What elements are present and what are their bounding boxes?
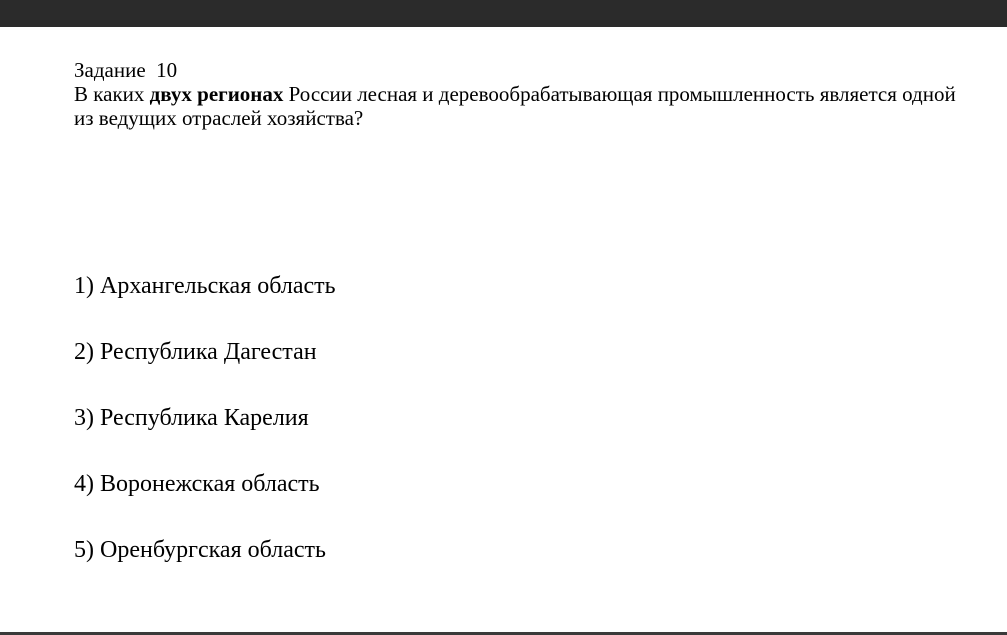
answer-option-5[interactable]: 5) Оренбургская область <box>74 537 326 563</box>
answer-options-list <box>74 270 336 600</box>
answer-option-4[interactable]: 4) Воронежская область <box>74 471 320 497</box>
answer-option-1[interactable]: 1) Архангельская область <box>74 273 336 299</box>
task-number-heading: Задание 10 <box>74 58 178 82</box>
question-suffix: России лесная и деревообрабатывающая промышленность является одной из ведущих отраслей хозяйства? <box>74 82 956 130</box>
top-toolbar-bar <box>0 0 1007 27</box>
question-text <box>74 82 974 130</box>
question-prefix: В каких <box>74 82 150 106</box>
question-emphasis: двух регионах <box>149 82 284 106</box>
answer-option-3[interactable]: 3) Республика Карелия <box>74 405 309 431</box>
answer-option-2[interactable]: 2) Республика Дагестан <box>74 339 317 365</box>
